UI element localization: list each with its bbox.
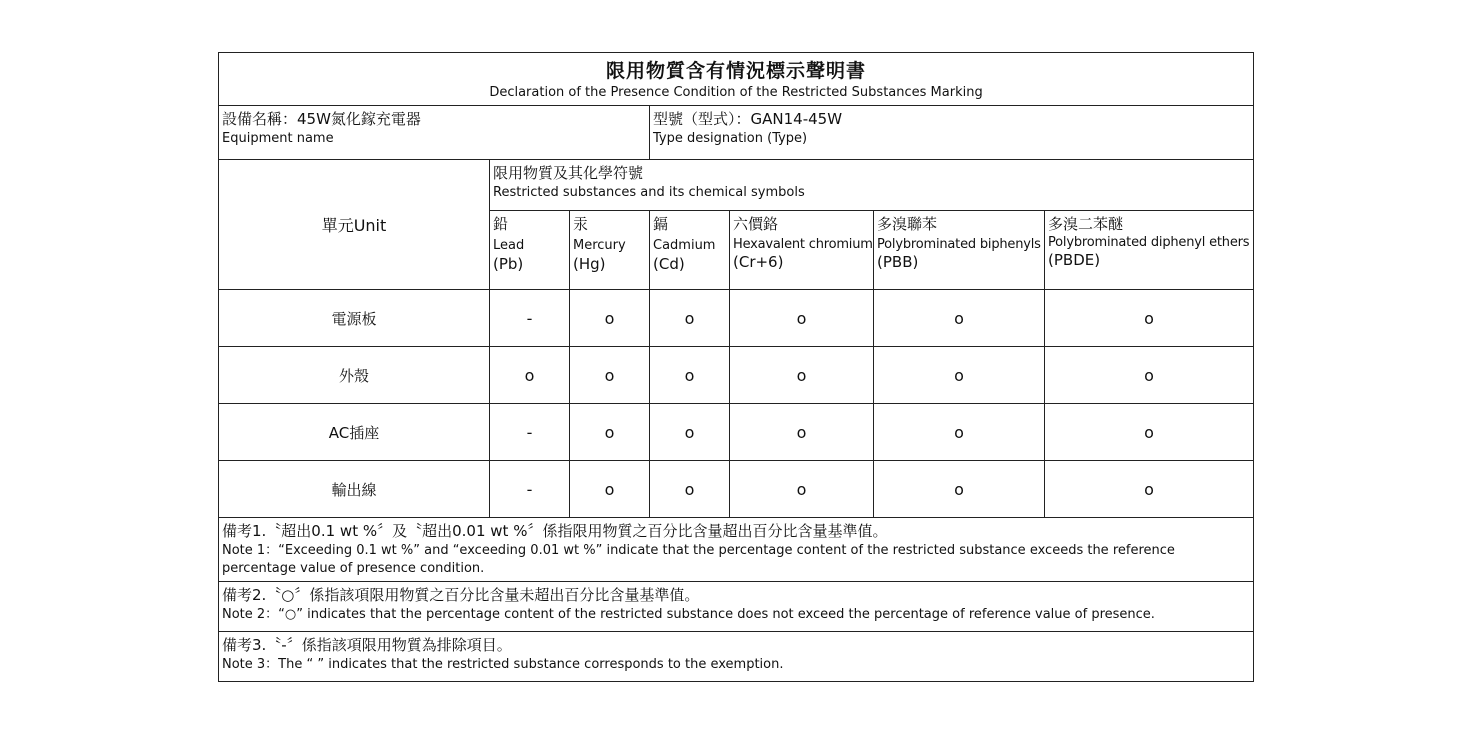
- substance-header-cadmium: [650, 211, 730, 290]
- substance-symbol: (PBDE): [1048, 251, 1101, 269]
- value-cell: o: [730, 404, 874, 461]
- restricted-substances-en: Restricted substances and its chemical symbols: [493, 185, 805, 200]
- substance-header-mercury: [570, 211, 650, 290]
- equipment-name-cell: [219, 106, 650, 160]
- substance-header-hexavalent-chromium: [730, 211, 874, 290]
- substance-en: Mercury: [573, 238, 626, 253]
- declaration-document: [218, 52, 1253, 682]
- value-cell: o: [874, 347, 1045, 404]
- value-cell: o: [650, 290, 730, 347]
- substance-zh: 鉛: [493, 215, 509, 233]
- note-1-en: Note 1：“Exceeding 0.1 wt %” and “exceeding 0.01 wt %” indicate that the percentage content of the restricted substance exceeds the reference percentage value of presence condition.: [222, 543, 1175, 576]
- rohs-table: [218, 52, 1254, 682]
- page-title: 限用物質含有情況標示聲明書: [606, 60, 867, 82]
- value-cell: o: [490, 347, 570, 404]
- value-cell: o: [570, 290, 650, 347]
- value-cell: o: [650, 461, 730, 518]
- value-cell: -: [490, 461, 570, 518]
- substance-zh: 多溴二苯醚: [1048, 215, 1124, 233]
- value-cell: o: [874, 404, 1045, 461]
- type-designation-cell: [650, 106, 1254, 160]
- value-cell: o: [730, 461, 874, 518]
- value-cell: o: [874, 290, 1045, 347]
- type-designation-zh: 型號（型式）：GAN14-45W: [653, 110, 843, 128]
- substance-header-lead: [490, 211, 570, 290]
- value-cell: o: [730, 347, 874, 404]
- substance-zh: 六價鉻: [733, 215, 779, 233]
- restricted-substances-header: [490, 160, 1254, 211]
- substance-en: Lead: [493, 238, 525, 253]
- unit-name: 電源板: [219, 290, 490, 347]
- value-cell: o: [650, 404, 730, 461]
- value-cell: -: [490, 404, 570, 461]
- substance-symbol: (PBB): [877, 253, 919, 271]
- equipment-name-zh: 設備名稱：45W氮化鎵充電器: [222, 110, 421, 128]
- note-3: [219, 632, 1254, 682]
- note-1: [219, 518, 1254, 582]
- substance-en: Cadmium: [653, 238, 716, 253]
- type-designation-en: Type designation (Type): [653, 131, 808, 146]
- note-1-zh: 備考1.〝超出0.1 wt %〞及〝超出0.01 wt %〞係指限用物質之百分比含量超出百分比含量基準值。: [222, 522, 888, 540]
- table-row: [219, 347, 1254, 404]
- substance-header-pbde: [1045, 211, 1254, 290]
- value-cell: o: [570, 347, 650, 404]
- substance-zh: 汞: [573, 215, 589, 233]
- title-cell: [219, 53, 1254, 106]
- table-row: [219, 404, 1254, 461]
- note-2: [219, 582, 1254, 632]
- substance-symbol: (Pb): [493, 255, 524, 273]
- note-2-zh: 備考2.〝○〞係指該項限用物質之百分比含量未超出百分比含量基準值。: [222, 586, 700, 604]
- substance-en: Polybrominated biphenyls: [877, 237, 1041, 252]
- value-cell: o: [570, 461, 650, 518]
- value-cell: o: [874, 461, 1045, 518]
- unit-name: 輸出線: [219, 461, 490, 518]
- substance-symbol: (Cr+6): [733, 253, 784, 271]
- value-cell: -: [490, 290, 570, 347]
- note-2-en: Note 2：“○” indicates that the percentage content of the restricted substance does not exceed the percentage of reference value of presence.: [222, 607, 1155, 622]
- unit-name: AC插座: [219, 404, 490, 461]
- value-cell: o: [1045, 461, 1254, 518]
- page-subtitle: Declaration of the Presence Condition of the Restricted Substances Marking: [489, 85, 983, 100]
- value-cell: o: [1045, 404, 1254, 461]
- note-3-en: Note 3：The “ ” indicates that the restricted substance corresponds to the exemption.: [222, 657, 784, 672]
- unit-name: 外殼: [219, 347, 490, 404]
- substance-symbol: (Hg): [573, 255, 606, 273]
- substance-header-pbb: [874, 211, 1045, 290]
- value-cell: o: [730, 290, 874, 347]
- value-cell: o: [1045, 290, 1254, 347]
- value-cell: o: [570, 404, 650, 461]
- equipment-name-en: Equipment name: [222, 131, 334, 146]
- substance-symbol: (Cd): [653, 255, 685, 273]
- value-cell: o: [1045, 347, 1254, 404]
- unit-header: 單元Unit: [219, 160, 490, 290]
- table-row: [219, 290, 1254, 347]
- note-3-zh: 備考3.〝-〞係指該項限用物質為排除項目。: [222, 636, 512, 654]
- table-row: [219, 461, 1254, 518]
- substance-en: Hexavalent chromium: [733, 237, 873, 252]
- substance-zh: 多溴聯苯: [877, 215, 938, 233]
- substance-en: Polybrominated diphenyl ethers: [1048, 235, 1250, 250]
- substance-zh: 鎘: [653, 215, 669, 233]
- restricted-substances-zh: 限用物質及其化學符號: [493, 164, 644, 182]
- value-cell: o: [650, 347, 730, 404]
